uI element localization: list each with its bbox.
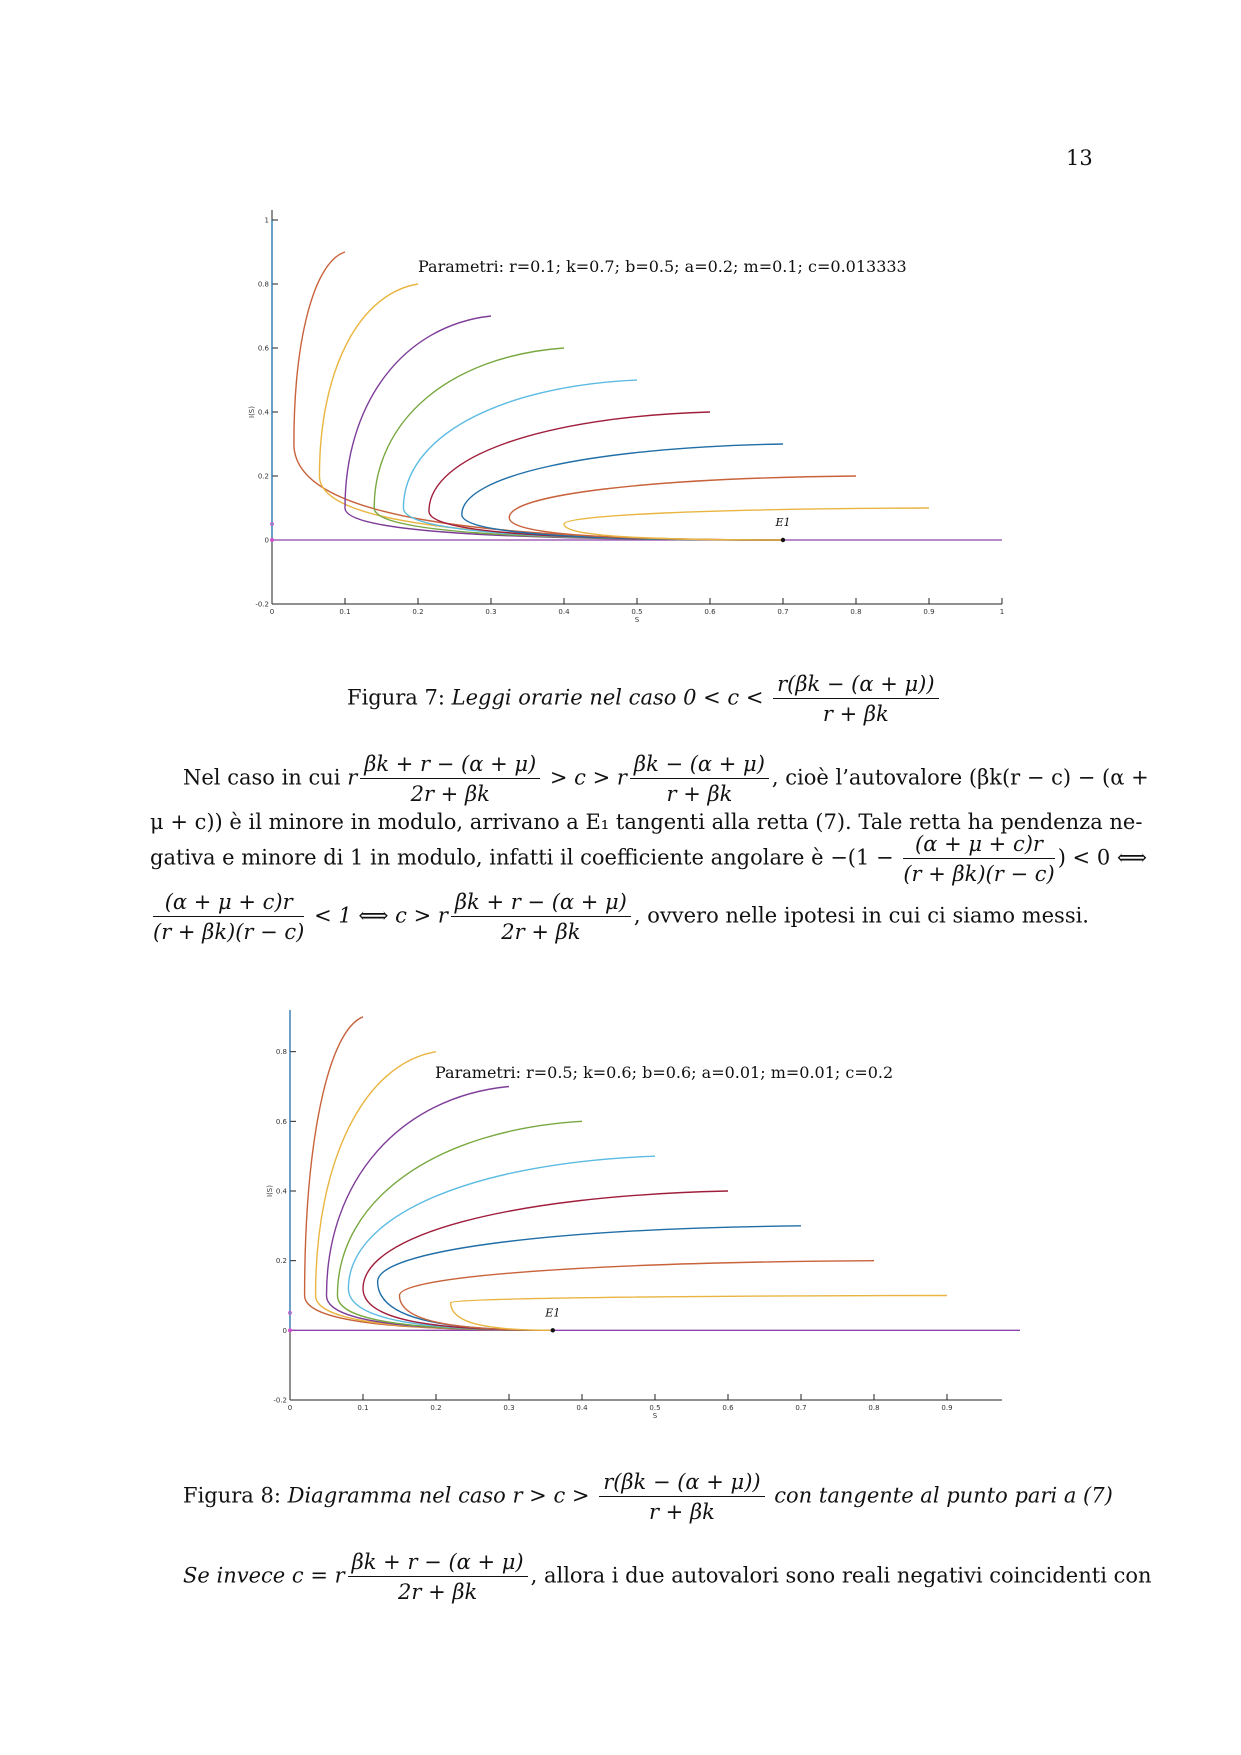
y-tick-label: -0.2 <box>255 600 269 609</box>
x-tick-label: 0.6 <box>722 1404 734 1412</box>
traj-5 <box>403 380 783 540</box>
traj-2 <box>316 1052 553 1331</box>
para1-line-2 <box>150 810 1142 834</box>
x-tick-label: 0.1 <box>339 608 351 616</box>
y-axis-label: I(S) <box>266 1185 274 1197</box>
figure-7-caption-prefix: Figura 7: <box>347 685 445 710</box>
y-tick-label: 0.8 <box>275 1048 287 1057</box>
figure-8-phase-portrait <box>0 1010 1241 1430</box>
para2-text: Se invece c = r <box>183 1563 345 1588</box>
equilibrium-label: E1 <box>545 1306 561 1320</box>
chart-title: Parametri: r=0.5; k=0.6; b=0.6; a=0.01; m=0.01; c=0.2 <box>435 1063 894 1082</box>
fraction-numerator: βk − (α + μ) <box>630 752 769 779</box>
traj-1 <box>294 252 783 540</box>
fraction-numerator: βk + r − (α + μ) <box>360 752 540 779</box>
x-tick-label: 0.3 <box>503 1404 515 1412</box>
para1-fraction-3 <box>903 832 1054 886</box>
y-tick-label: 0 <box>264 536 269 545</box>
para1-fraction-4 <box>153 890 304 944</box>
para1-fraction-5 <box>451 890 631 944</box>
x-axis-label: S <box>634 616 640 624</box>
x-tick-label: 0.7 <box>777 608 789 616</box>
y-tick-label: 0.4 <box>275 1187 287 1196</box>
fraction-numerator: (α + μ + c)r <box>153 890 304 917</box>
para1-fraction-2 <box>630 752 769 806</box>
fraction-denominator: (r + βk)(r − c) <box>903 862 1055 886</box>
traj-2 <box>319 284 783 540</box>
y-tick-label: -0.2 <box>273 1396 287 1405</box>
fraction-numerator: (α + μ + c)r <box>903 832 1054 859</box>
x-tick-label: 0.7 <box>795 1404 807 1412</box>
para1-text: Nel caso in cui <box>183 765 341 790</box>
equilibrium-point <box>551 1328 555 1332</box>
x-tick-label: 0.1 <box>357 1404 369 1412</box>
x-tick-label: 0.6 <box>704 608 716 616</box>
y-tick-label: 0.6 <box>275 1117 287 1126</box>
y-tick-label: 0.8 <box>257 280 269 289</box>
y-tick-label: 0 <box>282 1326 287 1335</box>
x-tick-label: 0.5 <box>649 1404 661 1412</box>
para2-fraction <box>348 1550 528 1604</box>
fraction-numerator: βk + r − (α + μ) <box>451 890 631 917</box>
chart-title: Parametri: r=0.1; k=0.7; b=0.5; a=0.2; m=0.1; c=0.013333 <box>418 257 907 276</box>
fraction-numerator: r(βk − (α + μ)) <box>599 1470 764 1497</box>
fraction-denominator: r + βk <box>648 1500 715 1524</box>
y-axis-label: I(S) <box>248 406 256 418</box>
figure-8-caption-suffix: con tangente al punto pari a (7) <box>774 1483 1113 1508</box>
figure-7-phase-portrait <box>0 0 1241 660</box>
para1-line-4 <box>150 890 1089 944</box>
x-tick-label: 0.9 <box>941 1404 953 1412</box>
y-tick-label: 0.2 <box>275 1257 287 1266</box>
figure-8-caption-fraction <box>599 1470 764 1524</box>
fraction-denominator: 2r + βk <box>501 920 581 944</box>
y-tick-label: 1 <box>264 216 269 225</box>
figure-8-caption <box>183 1470 1113 1524</box>
figure-8-caption-lhs: r > c > <box>512 1483 590 1508</box>
traj-3 <box>327 1087 553 1331</box>
para1-inequality: > c > r <box>549 765 627 790</box>
x-tick-label: 0.3 <box>485 608 497 616</box>
x-tick-label: 0.8 <box>850 608 862 616</box>
figure-8-caption-italic: Diagramma nel caso <box>287 1483 506 1508</box>
x-tick-label: 0.9 <box>923 608 935 616</box>
para1-text: , ovvero nelle ipotesi in cui ci siamo messi. <box>633 903 1089 928</box>
x-axis-label: S <box>652 1412 658 1420</box>
equilibrium-point <box>781 538 785 542</box>
para1-line-3 <box>150 832 1147 886</box>
traj-3 <box>345 316 783 540</box>
traj-7 <box>378 1226 801 1331</box>
x-tick-label: 0.5 <box>631 608 643 616</box>
x-tick-label: 0.2 <box>412 608 424 616</box>
x-tick-label: 0.4 <box>558 608 570 616</box>
x-tick-label: 0.8 <box>868 1404 880 1412</box>
fraction-numerator: r(βk − (α + μ)) <box>773 672 938 699</box>
fraction-denominator: r + βk <box>666 782 733 806</box>
para1-inequality: < 1 ⟺ c > r <box>314 903 448 928</box>
para2-line-1 <box>183 1550 1152 1604</box>
x-tick-label: 1 <box>999 608 1005 616</box>
x-tick-label: 0.2 <box>430 1404 442 1412</box>
para2-text: , allora i due autovalori sono reali negativi coincidenti con <box>530 1563 1152 1588</box>
para1-fraction-1 <box>360 752 540 806</box>
fraction-denominator: 2r + βk <box>410 782 490 806</box>
x-tick-label: 0 <box>269 608 275 616</box>
y-tick-label: 0.4 <box>257 408 269 417</box>
y-tick-label: 0.2 <box>257 472 269 481</box>
figure-8-caption-prefix: Figura 8: <box>183 1483 281 1508</box>
para1-text: μ + c)) è il minore in modulo, arrivano a E₁ tangenti alla retta (7). Tale retta ha pendenza ne- <box>150 810 1143 834</box>
figure-7-caption-italic: Leggi orarie nel caso <box>451 685 677 710</box>
traj-5 <box>348 1156 655 1330</box>
fraction-denominator: (r + βk)(r − c) <box>153 920 305 944</box>
traj-6 <box>429 412 783 540</box>
traj-8 <box>509 476 856 540</box>
figure-7-caption <box>347 672 942 726</box>
traj-7 <box>462 444 783 540</box>
para1-text: gativa e minore di 1 in modulo, infatti il coefficiente angolare è −(1 − <box>150 845 894 870</box>
origin-point <box>270 538 274 542</box>
fraction-numerator: βk + r − (α + μ) <box>348 1550 528 1577</box>
y-tick-label: 0.6 <box>257 344 269 353</box>
traj-9 <box>451 1296 947 1331</box>
equilibrium-label: E1 <box>775 516 791 529</box>
x-tick-label: 0 <box>287 1404 293 1412</box>
para1-var-r: r <box>347 765 358 790</box>
figure-7-caption-fraction <box>773 672 938 726</box>
origin-point <box>288 1328 292 1332</box>
para1-line-1 <box>183 752 1149 806</box>
traj-9 <box>564 508 929 540</box>
para1-text: , cioè l’autovalore (βk(r − c) − (α + <box>771 765 1149 790</box>
figure-7-caption-lhs: 0 < c < <box>683 685 764 710</box>
para1-text: ) < 0 ⟺ <box>1057 845 1147 870</box>
fraction-denominator: 2r + βk <box>398 1580 478 1604</box>
page-number: 13 <box>1066 146 1093 170</box>
x-tick-label: 0.4 <box>576 1404 588 1412</box>
fraction-denominator: r + βk <box>822 702 889 726</box>
